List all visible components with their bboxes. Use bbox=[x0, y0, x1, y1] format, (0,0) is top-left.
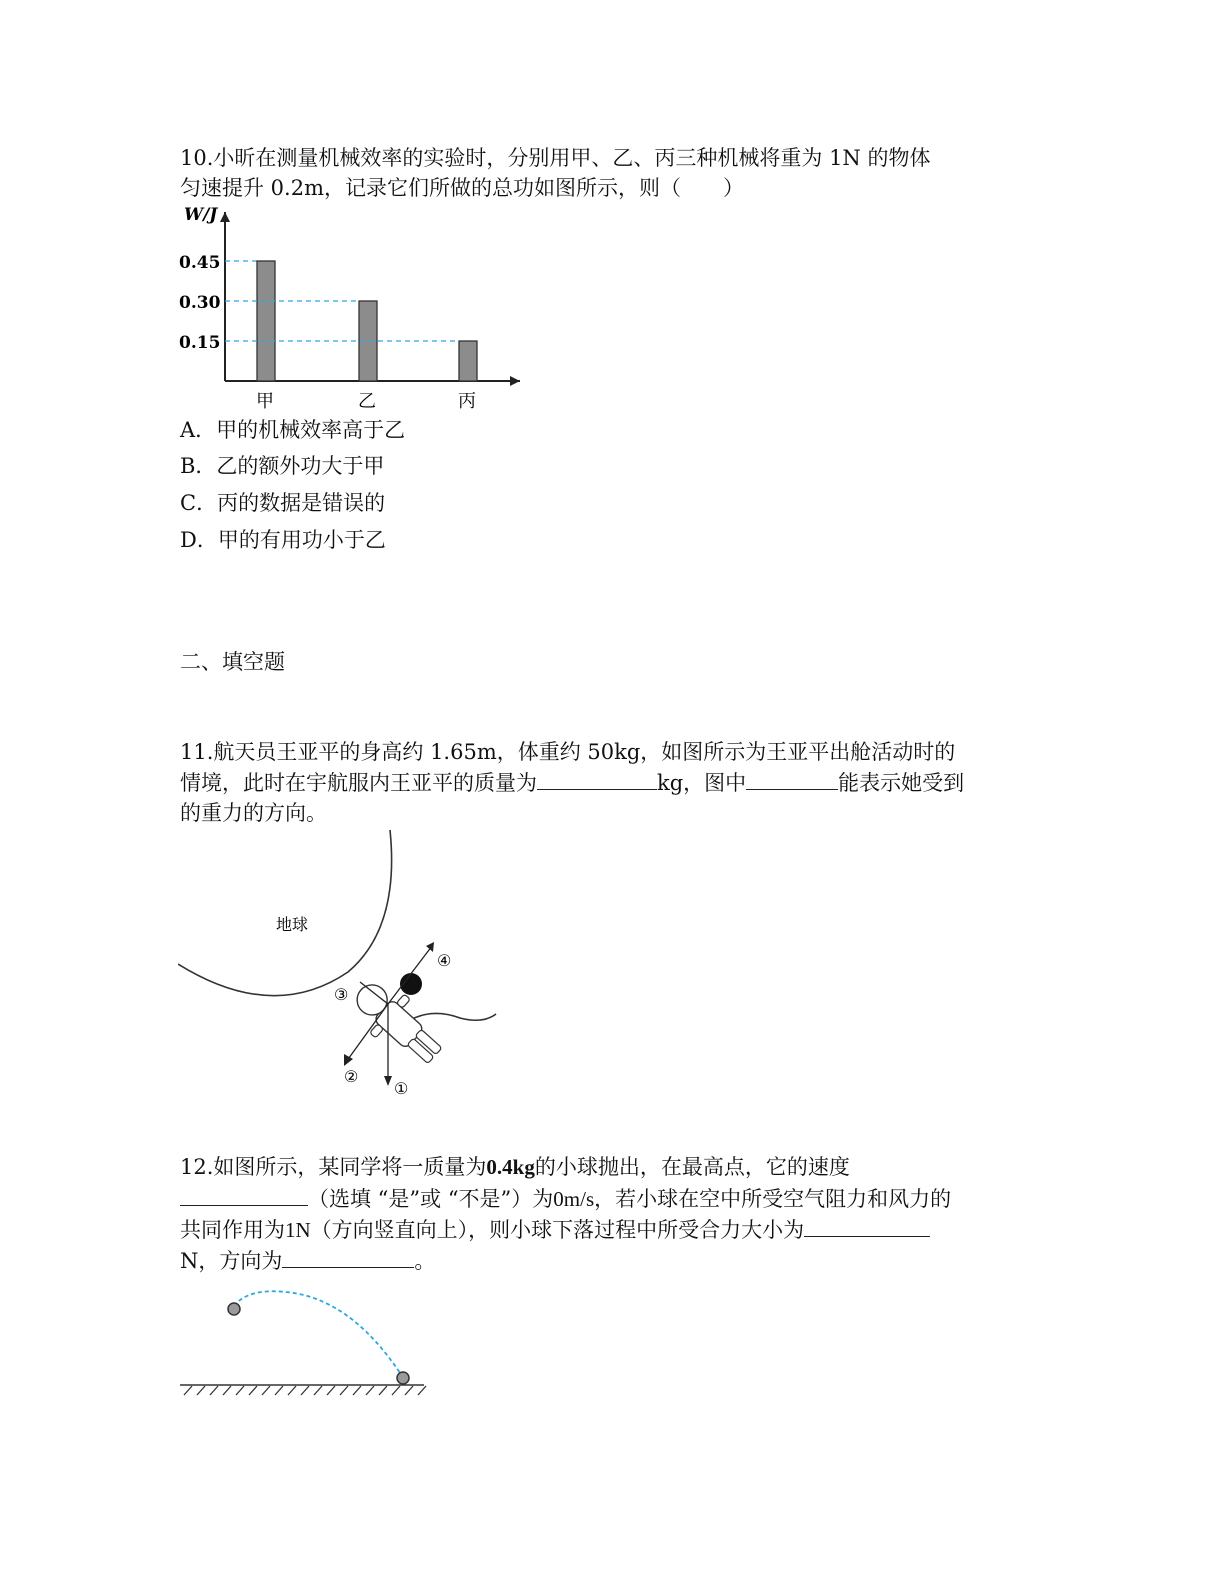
hatch-mark bbox=[366, 1386, 374, 1395]
y-axis-arrow bbox=[220, 212, 230, 222]
trajectory bbox=[234, 1291, 402, 1376]
hatch-mark bbox=[418, 1386, 426, 1395]
hatch-mark bbox=[301, 1386, 309, 1395]
bar-3 bbox=[459, 341, 477, 381]
x-category-label: 丙 bbox=[458, 391, 476, 412]
hatch-mark bbox=[223, 1386, 231, 1395]
earth-outline bbox=[178, 830, 392, 996]
hatch-mark bbox=[184, 1386, 192, 1395]
q12-line1-text-a: 12.如图所示，某同学将一质量为 bbox=[180, 1155, 487, 1179]
q12-line2-text-a: （选填 “是”或 “不是”）为 bbox=[308, 1187, 554, 1211]
arrow-2-head bbox=[344, 1054, 353, 1066]
hatch-mark bbox=[340, 1386, 348, 1395]
arrow-4-head bbox=[426, 942, 434, 952]
hatch-mark bbox=[327, 1386, 335, 1395]
x-axis-arrow bbox=[510, 376, 520, 386]
q11-arrow-blank[interactable] bbox=[746, 767, 838, 790]
q12-line1 bbox=[180, 1151, 850, 1183]
q12-speed-choice-blank[interactable] bbox=[180, 1183, 308, 1206]
hatch-mark bbox=[288, 1386, 296, 1395]
hatch-mark bbox=[262, 1386, 270, 1395]
q10-line1: 10.小昕在测量机械效率的实验时，分别用甲、乙、丙三种机械将重为 1N 的物体 bbox=[180, 146, 931, 170]
q11-mass-blank[interactable] bbox=[537, 767, 657, 790]
q11-line2-text-b: kg，图中 bbox=[657, 771, 747, 795]
q12-line4 bbox=[180, 1245, 435, 1277]
arrow-label-3: ③ bbox=[334, 985, 349, 1004]
station-outline bbox=[410, 1013, 496, 1020]
q12-line2 bbox=[180, 1183, 951, 1215]
q11-line3: 的重力的方向。 bbox=[180, 801, 327, 825]
q10-option-c: C．丙的数据是错误的 bbox=[180, 491, 386, 515]
q12-line2-text-b: ，若小球在空中所受空气阻力和风力的 bbox=[594, 1187, 952, 1211]
projectile-figure bbox=[176, 1290, 436, 1410]
q12-force: 1N bbox=[285, 1218, 311, 1242]
work-bar-chart bbox=[170, 200, 540, 420]
hatch-mark bbox=[197, 1386, 205, 1395]
y-axis-label: W/J bbox=[184, 205, 218, 225]
q12-line3-text-b: （方向竖直向上），则小球下落过程中所受合力大小为 bbox=[310, 1218, 805, 1242]
q12-direction-blank[interactable] bbox=[282, 1245, 414, 1268]
q10-option-d: D．甲的有用功小于乙 bbox=[180, 528, 386, 552]
arrow-label-2: ② bbox=[344, 1067, 359, 1086]
ball-ground bbox=[397, 1372, 409, 1384]
q10-line2: 匀速提升 0.2m，记录它们所做的总功如图所示，则（ ） bbox=[180, 176, 744, 200]
y-tick-label: 0.30 bbox=[179, 293, 221, 313]
hatch-mark bbox=[353, 1386, 361, 1395]
q12-line3 bbox=[180, 1214, 930, 1246]
q12-speed: 0m/s bbox=[553, 1187, 595, 1211]
q11-line2-text-c: 能表示她受到 bbox=[838, 771, 965, 795]
earth-label: 地球 bbox=[276, 915, 309, 934]
q12-line4-text-b: 。 bbox=[414, 1249, 436, 1273]
q10-option-b: B．乙的额外功大于甲 bbox=[180, 454, 385, 478]
astronaut bbox=[344, 971, 452, 1076]
q12-line1-text-b: 的小球抛出，在最高点，它的速度 bbox=[534, 1155, 850, 1179]
hatch-mark bbox=[275, 1386, 283, 1395]
q12-mass: 0.4kg bbox=[486, 1155, 535, 1179]
q10-option-a: A．甲的机械效率高于乙 bbox=[180, 418, 406, 442]
q12-line3-text-a: 共同作用为 bbox=[180, 1218, 285, 1242]
arrow-label-1: ① bbox=[394, 1079, 409, 1098]
x-category-label: 乙 bbox=[358, 391, 376, 412]
hatch-mark bbox=[379, 1386, 387, 1395]
hatch-mark bbox=[249, 1386, 257, 1395]
q12-net-force-blank[interactable] bbox=[804, 1214, 930, 1237]
ground-hatching bbox=[184, 1386, 426, 1395]
q12-line4-text-a: N，方向为 bbox=[180, 1249, 283, 1273]
astronaut-figure bbox=[178, 828, 508, 1103]
y-tick-label: 0.15 bbox=[179, 333, 221, 353]
hatch-mark bbox=[392, 1386, 400, 1395]
y-tick-label: 0.45 bbox=[179, 253, 221, 273]
hatch-mark bbox=[210, 1386, 218, 1395]
arrow-1-head bbox=[384, 1076, 392, 1086]
q11-line2-text-a: 情境，此时在宇航服内王亚平的质量为 bbox=[180, 771, 537, 795]
section-title: 二、填空题 bbox=[180, 650, 285, 674]
x-category-label: 甲 bbox=[256, 391, 274, 412]
hatch-mark bbox=[405, 1386, 413, 1395]
bar-1 bbox=[257, 261, 275, 381]
hatch-mark bbox=[314, 1386, 322, 1395]
arrow-label-4: ④ bbox=[437, 951, 452, 970]
ball-start bbox=[228, 1303, 240, 1315]
q11-line1: 11.航天员王亚平的身高约 1.65m，体重约 50kg，如图所示为王亚平出舱活动时的 bbox=[180, 740, 956, 764]
q11-line2 bbox=[180, 767, 964, 799]
hatch-mark bbox=[236, 1386, 244, 1395]
